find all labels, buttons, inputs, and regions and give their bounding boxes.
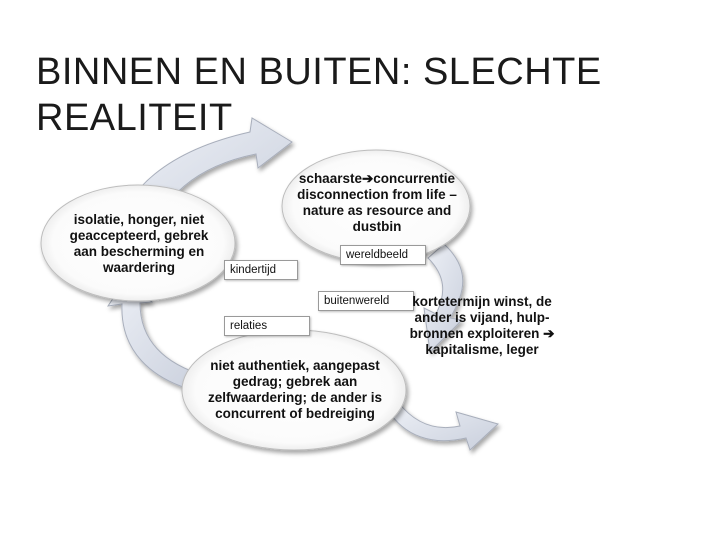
right-consequence-text (402, 294, 562, 358)
right-text-part2: kapitalisme, leger (425, 342, 539, 357)
competition-text: concurrentie disconnection from life – nature as resource and dustbin (297, 171, 457, 234)
right-text-part1: kortetermijn winst, de ander is vijand, hulp-bronnen exploiteren (409, 294, 552, 341)
oval-top-right-text (286, 171, 468, 235)
label-buitenwereld: buitenwereld (318, 291, 414, 311)
right-arrow-icon: ➔ (543, 326, 555, 341)
scarcity-text: schaarste (298, 171, 362, 186)
page-title: BINNEN EN BUITEN: SLECHTE REALITEIT (36, 51, 602, 140)
oval-bottom-text: niet authentiek, aangepast gedrag; gebrek aan zelfwaardering; de ander is concurrent of bedreiging (207, 358, 383, 421)
oval-left-text: isolatie, honger, niet geaccepteerd, gebrek aan bescherming en waardering (69, 212, 209, 275)
label-wereldbeeld: wereldbeeld (340, 245, 426, 265)
label-relaties: relaties (224, 316, 310, 336)
right-arrow-icon: ➔ (361, 171, 374, 186)
label-kindertijd: kindertijd (224, 260, 298, 280)
cycle-arrow-bottom-right (388, 402, 498, 450)
